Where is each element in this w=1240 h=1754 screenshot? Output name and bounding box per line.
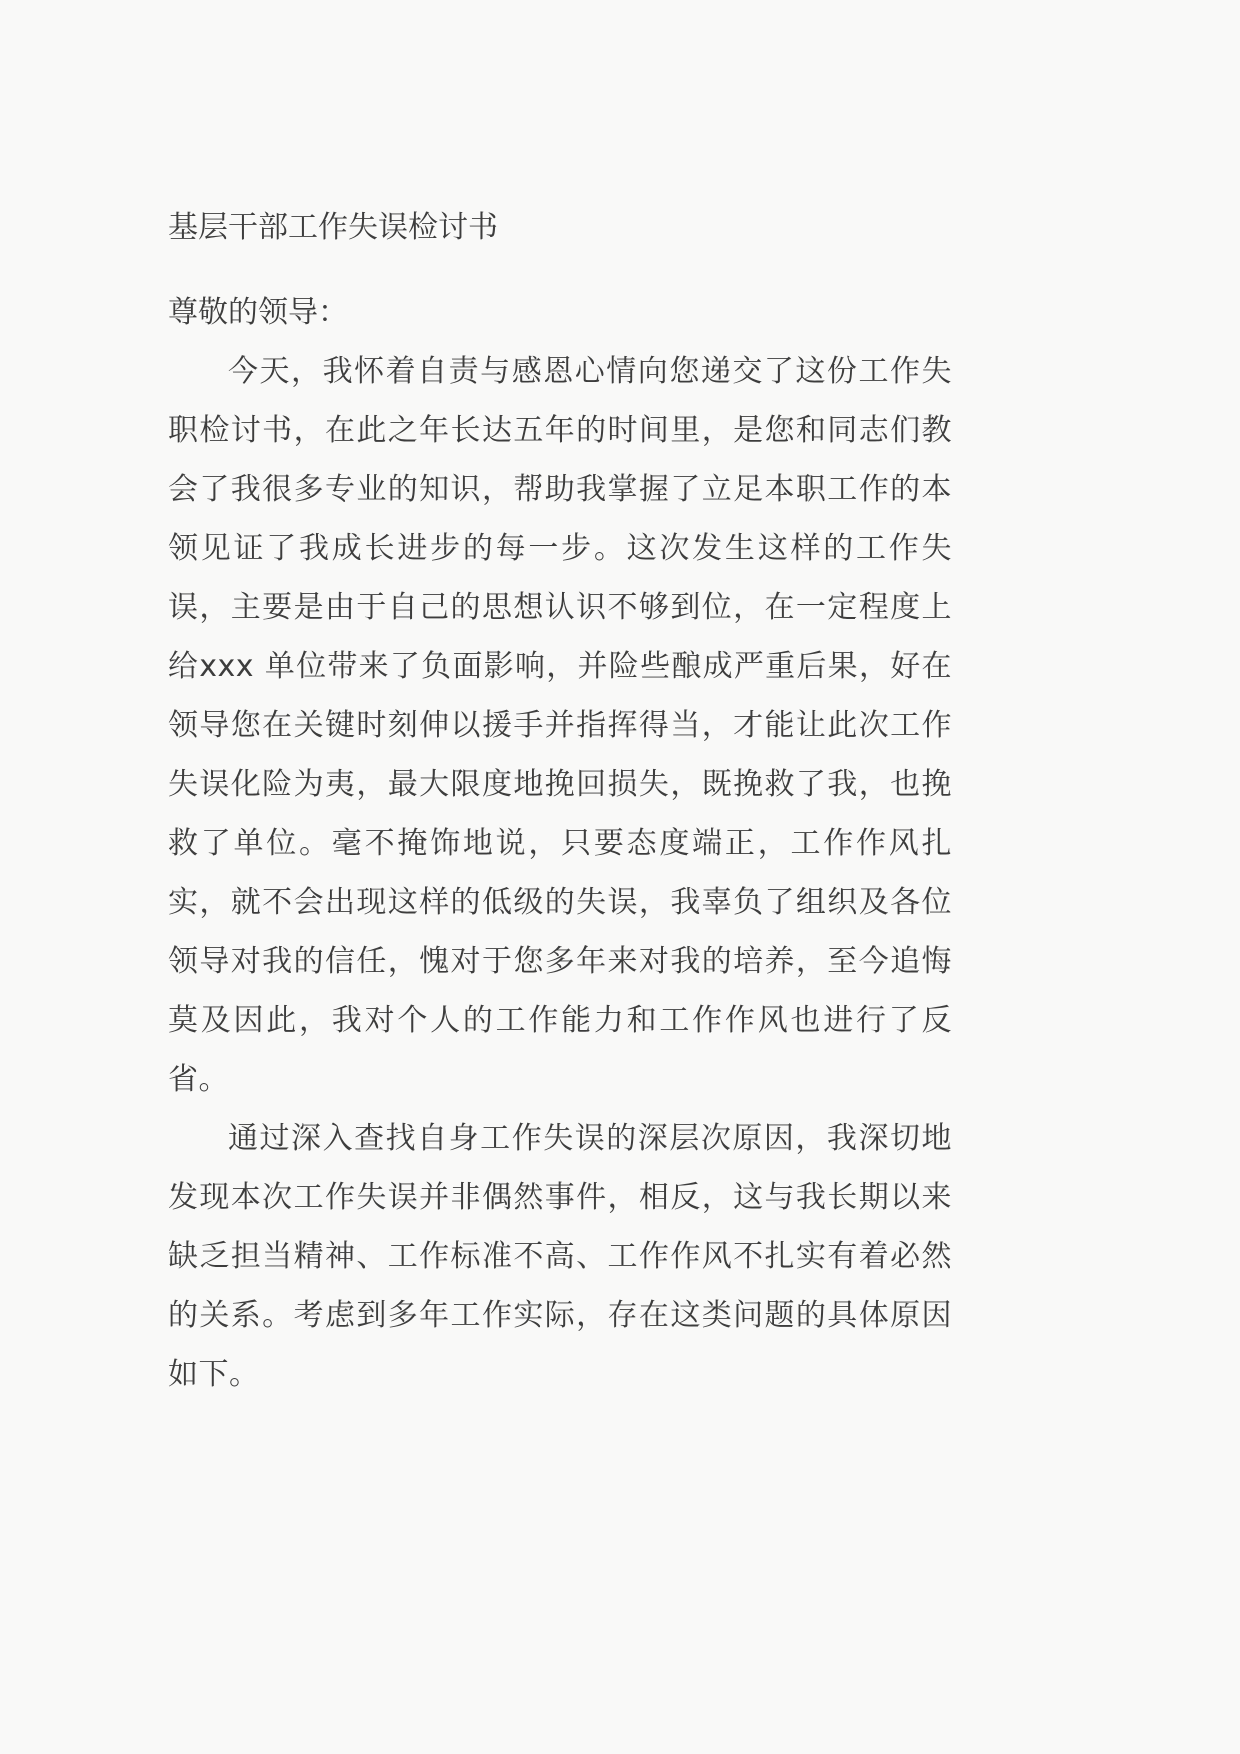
body-paragraph-1: 今天，我怀着自责与感恩心情向您递交了这份工作失职检讨书，在此之年长达五年的时间里，是您和同志们教会了我很多专业的知识，帮助我掌握了立足本职工作的本领见证了我成长进步的每一步。这次发生这样的工作失误，主要是由于自己的思想认识不够到位，在一定程度上给xxx 单位带来了负面影响，并险些酿成严重后果，好在领导您在关键时刻伸以援手并指挥得当，才能让此次工作失误化险为夷，最大限度地挽回损失，既挽救了我，也挽救了单位。毫不掩饰地说，只要态度端正，工作作风扎实，就不会出现这样的低级的失误，我辜负了组织及各位领导对我的信任，愧对于您多年来对我的培养，至今追悔莫及因此，我对个人的工作能力和工作作风也进行了反省。	[168, 354, 952, 1097]
document-title: 基层干部工作失误检讨书	[168, 210, 498, 245]
salutation-line: 尊敬的领导：	[168, 295, 348, 330]
body-paragraph-2: 通过深入查找自身工作失误的深层次原因，我深切地发现本次工作失误并非偶然事件，相反，这与我长期以来缺乏担当精神、工作标准不高、工作作风不扎实有着必然的关系。考虑到多年工作实际，存在这类问题的具体原因如下。	[168, 1121, 952, 1392]
